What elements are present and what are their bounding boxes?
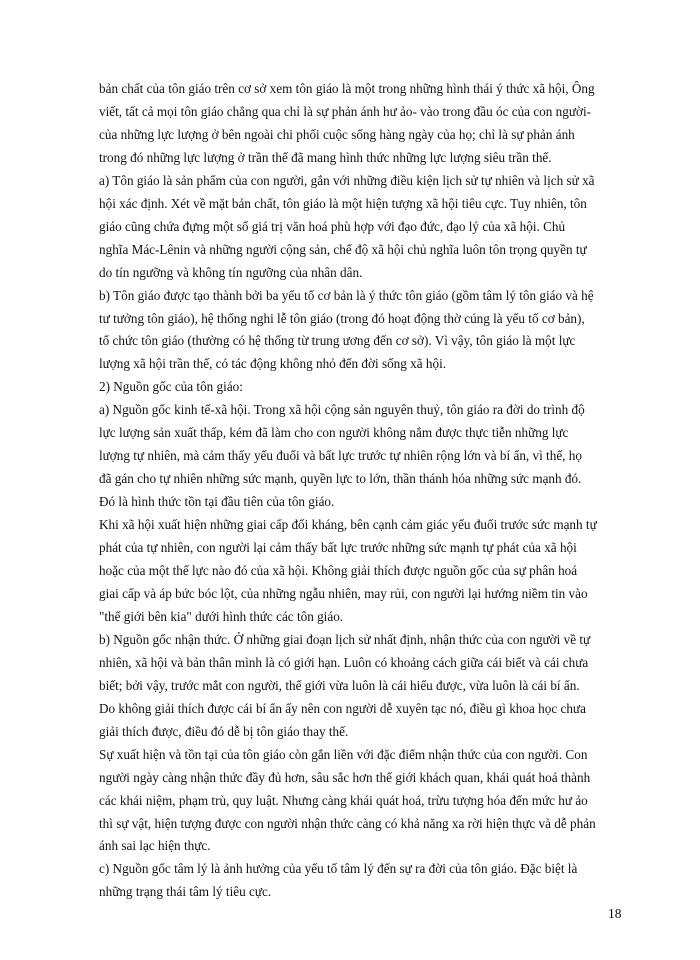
paragraph (99, 78, 626, 170)
text-line: b) Tôn giáo được tạo thành bởi ba yếu tố cơ bản là ý thức tôn giáo (gồm tâm lý tôn giáo và hệ (99, 287, 594, 303)
text-line: biết; bởi vậy, trước mắt con người, thế giới vừa luôn là cái hiểu được, vừa luôn là cái bí ẩn. (99, 677, 580, 693)
text-line: viết, tất cả mọi tôn giáo chẳng qua chỉ là sự phản ánh hư ảo- vào trong đầu óc của con người- (99, 103, 592, 119)
text-line: a) Nguồn gốc kinh tế-xã hội. Trong xã hội cộng sản nguyên thuỷ, tôn giáo ra đời do trình độ (99, 402, 585, 418)
text-line: giải thích được, điều đó dễ bị tôn giáo thay thế. (99, 723, 349, 739)
text-line: do tín ngưỡng và không tín ngưỡng của nhân dân. (99, 264, 363, 280)
page-number: 18 (608, 906, 622, 921)
text-line: của những lực lượng ở bên ngoài chi phối cuộc sống hàng ngày của họ; chỉ là sự phản ánh (99, 126, 575, 142)
paragraph (99, 629, 626, 744)
text-line: giáo cũng chứa đựng một số giá trị văn hoá phù hợp với đạo đức, đạo lý của xã hội. Chủ (99, 218, 566, 234)
text-line: c) Nguồn gốc tâm lý là ảnh hưởng của yếu tố tâm lý đến sự ra đời của tôn giáo. Đặc biệt là (99, 861, 578, 877)
paragraph (99, 170, 626, 285)
text-line: bản chất của tôn giáo trên cơ sở xem tôn giáo là một trong những hình thái ý thức xã hội, Ông (99, 81, 595, 96)
text-line: người ngày càng nhận thức đầy đủ hơn, sâu sắc hơn thế giới khách quan, khái quát hoá thành (99, 769, 591, 785)
text-line: Sự xuất hiện và tồn tại của tôn giáo còn gắn liền với đặc điểm nhận thức của con người. Con (99, 746, 588, 762)
paragraph (99, 858, 626, 904)
text-line: lực lượng sản xuất thấp, kém đã làm cho con người không nắm được thực tiễn những lực (99, 425, 569, 441)
text-line: trong đó những lực lượng ở trần thế đã mang hình thức những lực lượng siêu trần thế. (99, 149, 552, 165)
text-line: những trạng thái tâm lý tiêu cực. (99, 884, 272, 900)
text-line: Khi xã hội xuất hiện những giai cấp đối kháng, bên cạnh cảm giác yếu đuối trước sức mạnh tự (99, 517, 597, 533)
text-line: các khái niệm, phạm trù, quy luật. Nhưng càng khái quát hoá, trừu tượng hóa đến mức hư ảo (99, 792, 588, 808)
paragraph (99, 285, 626, 377)
text-line: giai cấp và áp bức bóc lột, của những ngẫu nhiên, may rủi, con người lại hướng niềm tin vào (99, 585, 588, 601)
text-line: thì sự vật, hiện tượng được con người nhận thức càng có khả năng xa rời hiện thực và dễ phản (99, 815, 596, 831)
text-line: lượng tự nhiên, mà cảm thấy yếu đuối và bất lực trước tự nhiên rộng lớn và bí ẩn, vì thế, họ (99, 448, 582, 464)
text-line: lượng xã hội trần thế, có tác động không nhỏ đến đời sống xã hội. (99, 356, 447, 372)
text-line: hoặc của một thế lực nào đó của xã hội. Không giải thích được nguồn gốc của sự phân hoá (99, 563, 578, 579)
body-text (99, 78, 626, 904)
text-line: nhiên, xã hội và bản thân mình là có giới hạn. Luôn có khoảng cách giữa cái biết và cái chưa (99, 654, 589, 670)
paragraph (99, 744, 626, 859)
text-line: a) Tôn giáo là sản phẩm của con người, gắn với những điều kiện lịch sử tự nhiên và lịch sử xã (99, 172, 595, 188)
paragraph (99, 376, 626, 399)
paragraph (99, 399, 626, 514)
text-line: ánh sai lạc hiện thực. (99, 838, 211, 854)
text-line: tổ chức tôn giáo (thường có hệ thống từ trung ương đến cơ sở). Vì vậy, tôn giáo là một lực (99, 333, 576, 349)
text-line: phát của tự nhiên, con người lại cảm thấy bất lực trước những sức mạnh tự phát của xã hội (99, 540, 577, 556)
text-line: b) Nguồn gốc nhận thức. Ở những giai đoạn lịch sử nhất định, nhận thức của con người về tự (99, 631, 591, 647)
text-line: hội xác định. Xét về mặt bản chất, tôn giáo là một hiện tượng xã hội tiêu cực. Tuy nhiên, tôn (99, 195, 587, 211)
text-line: Do không giải thích được cái bí ẩn ấy nên con người dễ xuyên tạc nó, điều gì khoa học chưa (99, 700, 586, 716)
text-line: nghĩa Mác-Lênin và những người cộng sản, chế độ xã hội chủ nghĩa luôn tôn trọng quyền tự (99, 241, 587, 257)
text-line: Đó là hình thức tồn tại đầu tiên của tôn giáo. (99, 494, 335, 510)
paragraph (99, 514, 626, 629)
text-line: tư tưởng tôn giáo), hệ thống nghi lễ tôn giáo (trong đó hoạt động thờ cúng là yếu tố cơ bản), (99, 310, 585, 326)
text-line: "thế giới bên kia" dưới hình thức các tôn giáo. (99, 608, 344, 624)
text-line: 2) Nguồn gốc của tôn giáo: (99, 379, 243, 395)
text-line: đã gán cho tự nhiên những sức mạnh, quyền lực to lớn, thần thánh hóa những sức mạnh đó. (99, 471, 582, 487)
